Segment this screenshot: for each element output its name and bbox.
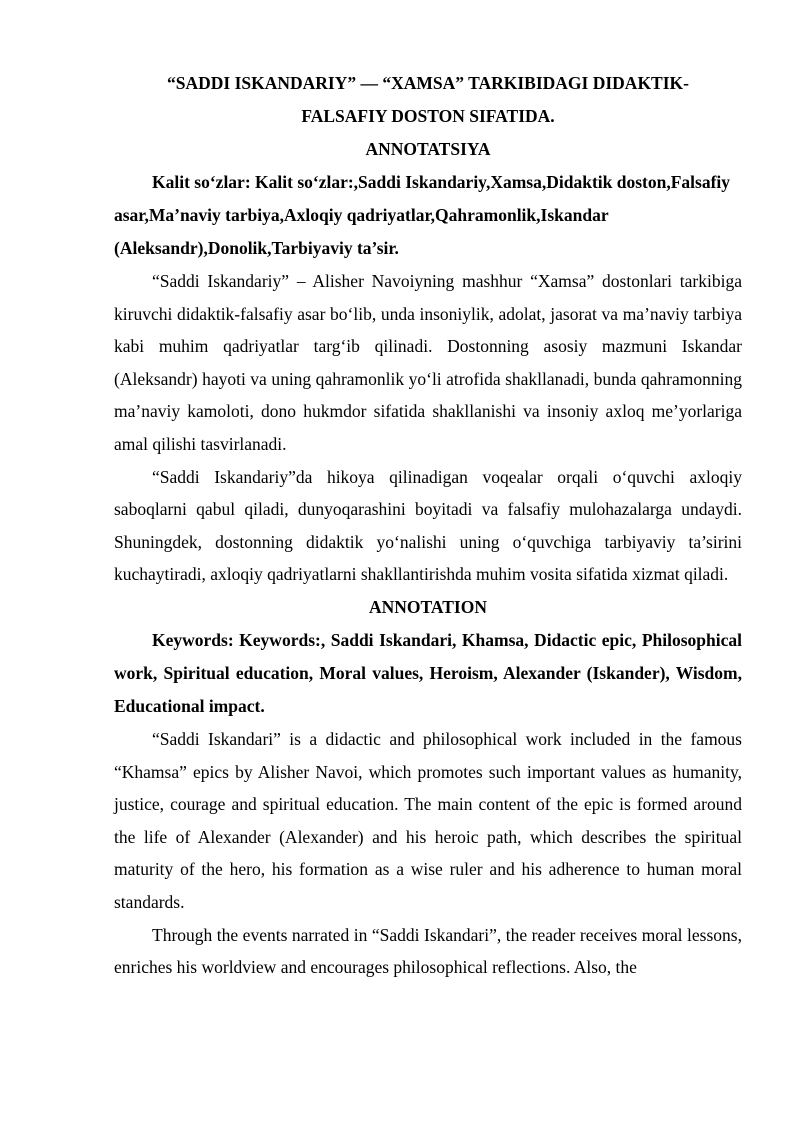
document-title-line-2: FALSAFIY DOSTON SIFATIDA.	[301, 106, 555, 126]
annotation-keywords: Keywords: Keywords:, Saddi Iskandari, Khamsa, Didactic epic, Philosophical work, Spiritual education, Moral values, Heroism, Alexander (Iskander), Wisdom, Educational impact.	[114, 629, 742, 716]
annotatsiya-keywords: Kalit so‘zlar: Kalit so‘zlar:,Saddi Iskandariy,Xamsa,Didaktik doston,Falsafiy asar,Ma’naviy tarbiya,Axloqiy qadriyatlar,Qahramonlik,Iskandar (Aleksandr),Donolik,Tarbiyaviy ta’sir.	[114, 172, 731, 258]
annotation-heading: ANNOTATION	[369, 596, 487, 617]
document-title	[114, 67, 742, 133]
annotation-paragraph: “Saddi Iskandari” is a didactic and philosophical work included in the famous “Khamsa” epics by Alisher Navoi, which promotes such important values as humanity, justice, courage and spiritual education. The main content of the epic is formed around the life of Alexander (Alexander) and his heroic path, which describes the spiritual maturity of the hero, his formation as a wise ruler and his adherence to human moral standards.	[114, 728, 742, 912]
annotation-paragraph: Through the events narrated in “Saddi Iskandari”, the reader receives moral lessons, enriches his worldview and encourages philosophical reflections. Also, the	[114, 924, 742, 978]
annotatsiya-paragraph: “Saddi Iskandariy” – Alisher Navoiyning mashhur “Xamsa” dostonlari tarkibiga kiruvchi didaktik-falsafiy asar bo‘lib, unda insoniylik, adolat, jasorat va ma’naviy tarbiya kabi muhim qadriyatlar targ‘ib qilinadi. Dostonning asosiy mazmuni Iskandar (Aleksandr) hayoti va uning qahramonlik yo‘li atrofida shakllanadi, bunda qahramonning ma’naviy kamoloti, dono hukmdor sifatida shakllanishi va insoniy axloq me’yorlariga amal qilishi tasvirlanadi.	[114, 271, 742, 454]
document-title-line-1: “SADDI ISKANDARIY” — “XAMSA” TARKIBIDAGI DIDAKTIK-	[167, 73, 689, 93]
annotatsiya-paragraph: “Saddi Iskandariy”da hikoya qilinadigan voqealar orqali o‘quvchi axloqiy saboqlarni qabul qiladi, dunyoqarashini boyitadi va falsafiy mulohazalarga undaydi. Shuningdek, dostonning didaktik yo‘nalishi uning o‘quvchiga tarbiyaviy ta’sirini kuchaytiradi, axloqiy qadriyatlarni shakllantirishda muhim vosita sifatida xizmat qiladi.	[114, 466, 742, 585]
annotatsiya-heading: ANNOTATSIYA	[365, 139, 491, 159]
